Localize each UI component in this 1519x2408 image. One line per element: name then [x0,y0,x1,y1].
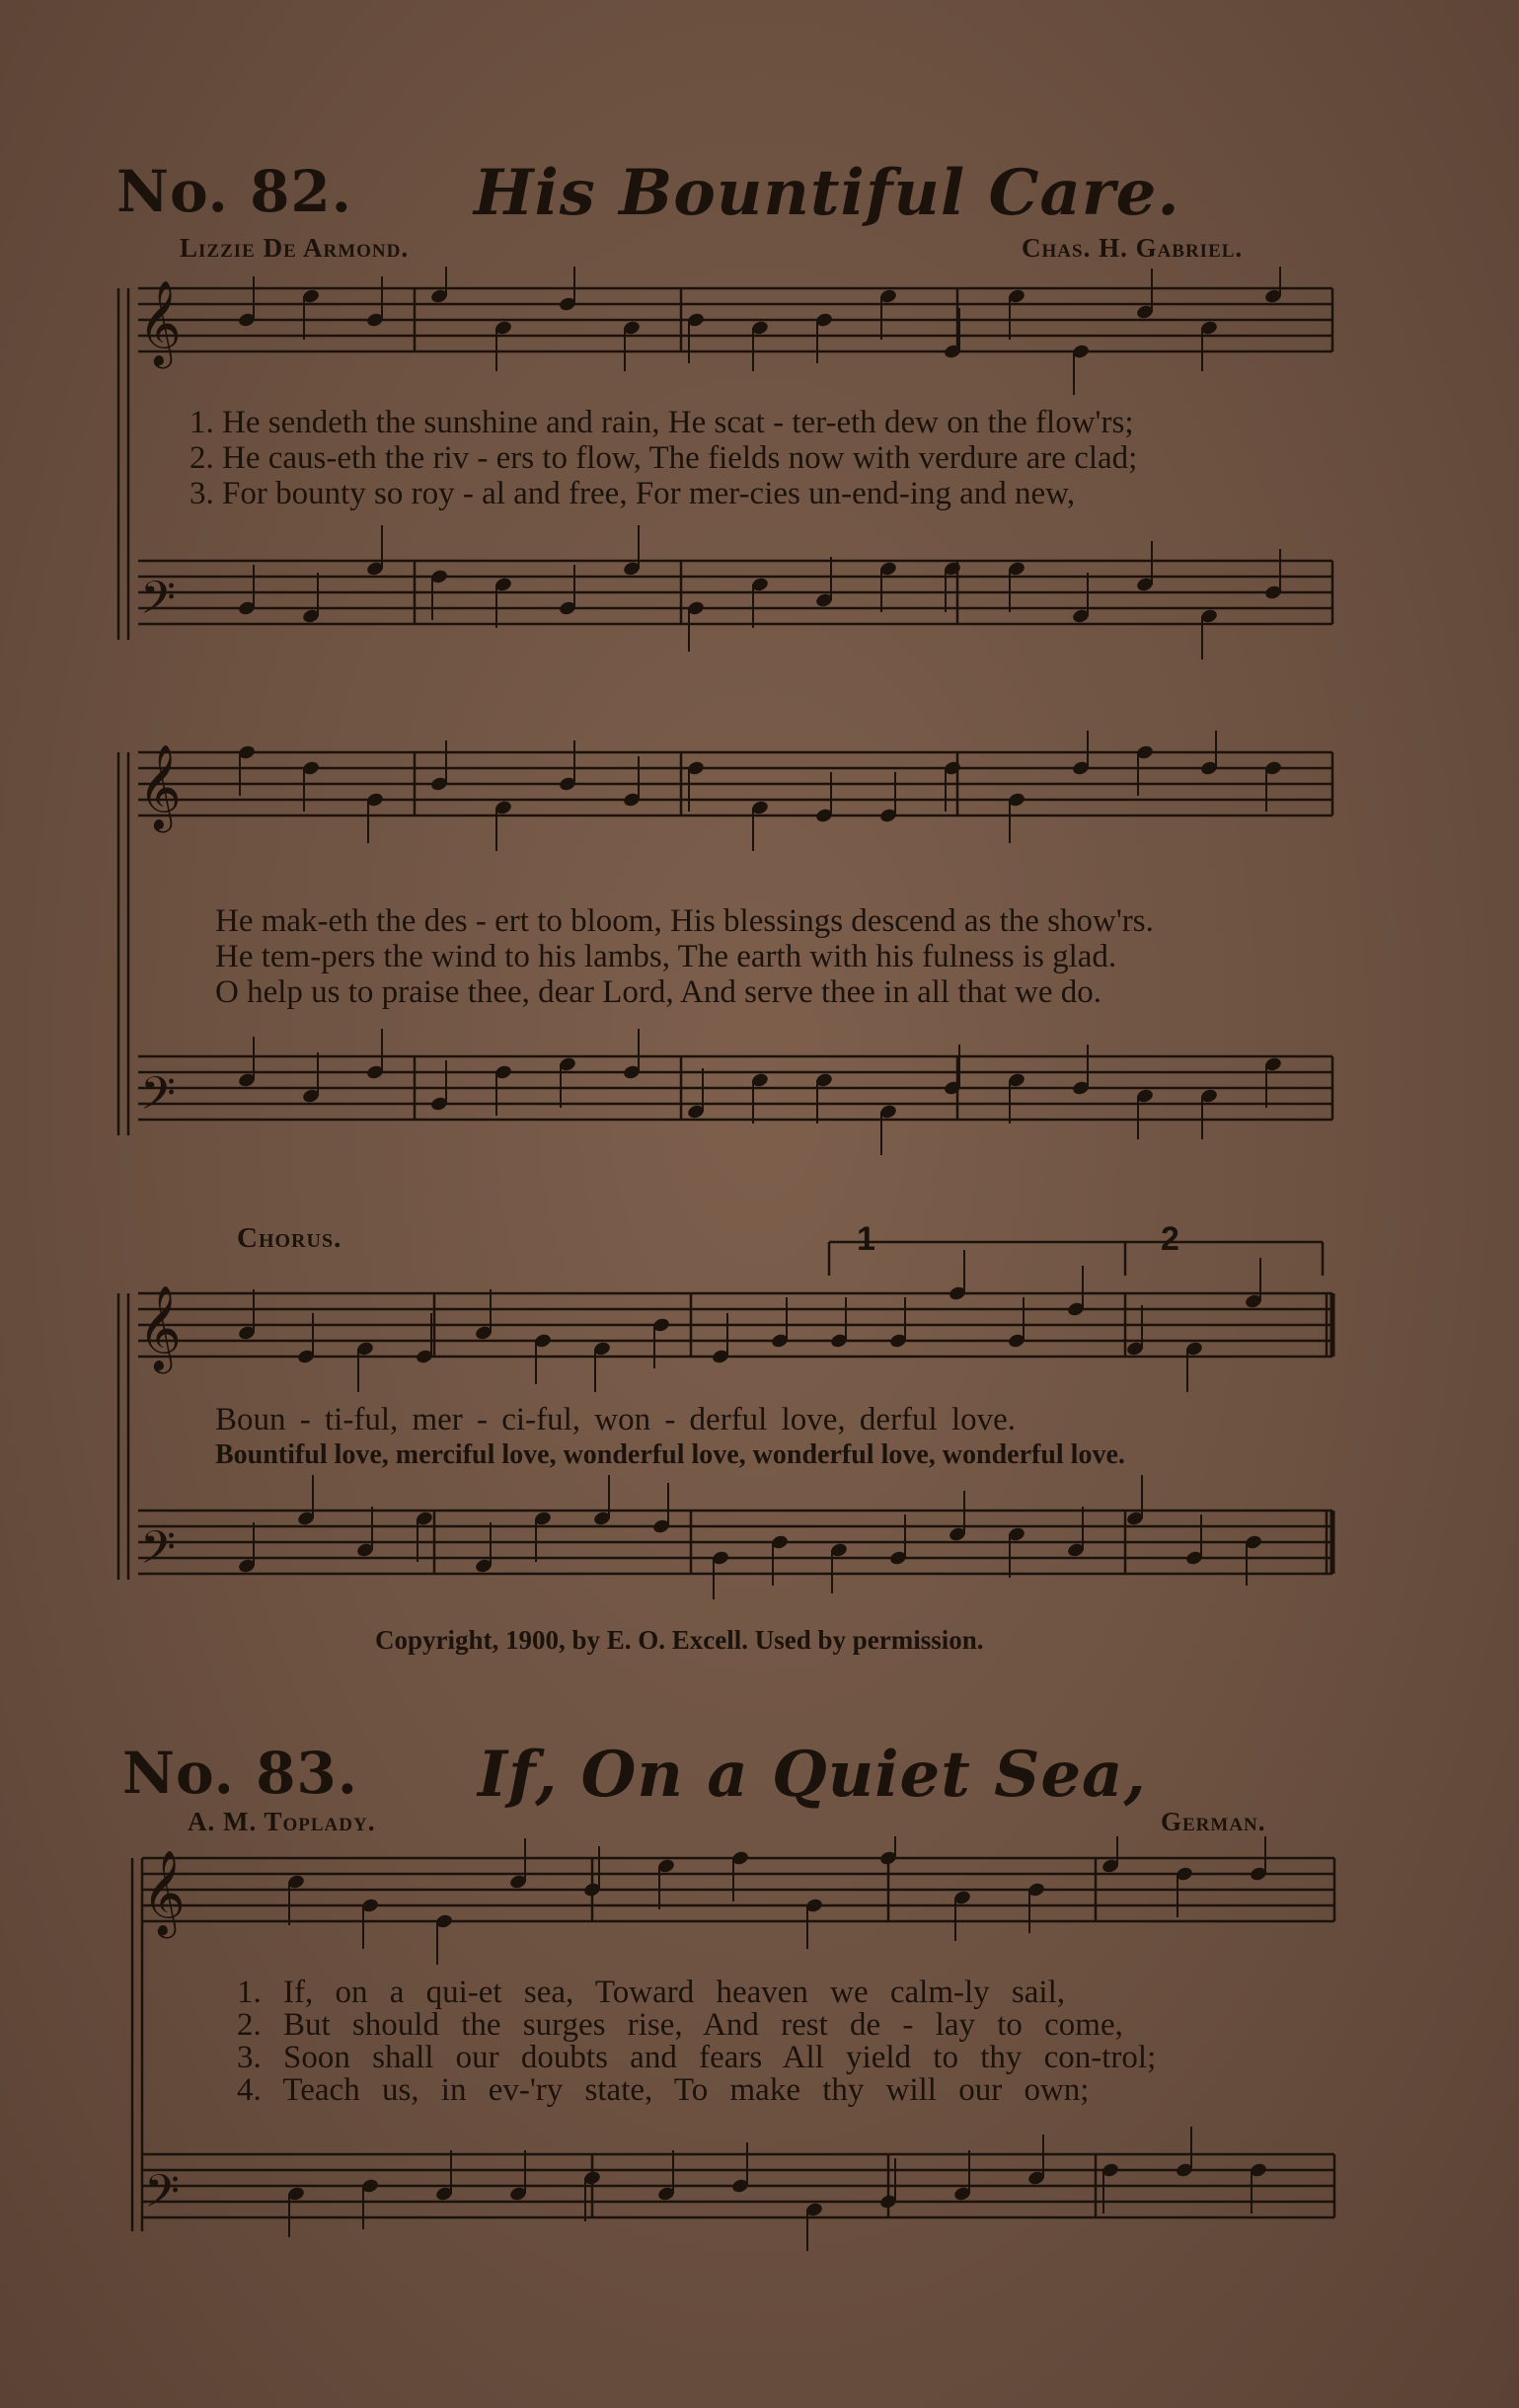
svg-text:𝄞: 𝄞 [142,1850,186,1935]
hymn-83-verse-2: 2. But should the surges rise, And rest de - lay to come, [237,2007,1123,2043]
svg-text:𝄢: 𝄢 [140,1067,177,1131]
chorus-lyric-line-2: Bountiful love, merciful love, wonderful love, wonderful love, wonderful love. [215,1439,1125,1470]
hymn-83-verse-1: 1. If, on a qui-et sea, Toward heaven we calm-ly sail, [237,1975,1065,2010]
hymn-82-title: His Bountiful Care. [474,156,1180,230]
copyright-notice: Copyright, 1900, by E. O. Excell. Used by permission. [375,1625,984,1655]
hymn-82-system-3 [0,1220,1519,1599]
second-ending-label: 2 [1161,1220,1179,1258]
hymn-82-system-1 [0,267,1519,691]
svg-text:𝄞: 𝄞 [138,744,182,829]
svg-text:𝄢: 𝄢 [140,572,177,636]
hymn-83-verse-4: 4. Teach us, in ev-'ry state, To make thy will our own; [237,2072,1090,2108]
verse-3-line-b: O help us to praise thee, dear Lord, And serve thee in all that we do. [215,974,1102,1010]
verse-3-line-a: 3. For bounty so roy - al and free, For mer-cies un-end-ing and new, [190,476,1076,511]
hymn-83-verse-3: 3. Soon shall our doubts and fears All yield to thy con-trol; [237,2040,1157,2075]
hymn-83-system-1 [0,1836,1519,2251]
verse-2-line-a: 2. He caus-eth the riv - ers to flow, The fields now with verdure are clad; [190,440,1138,476]
svg-text:𝄞: 𝄞 [138,280,182,365]
svg-text:𝄢: 𝄢 [144,2165,181,2229]
verse-2-line-b: He tem-pers the wind to his lambs, The earth with his fulness is glad. [215,939,1117,974]
hymn-82-system-2 [0,731,1519,1165]
svg-text:𝄢: 𝄢 [140,1521,177,1586]
first-ending-label: 1 [857,1220,875,1258]
hymn-83-author: A. M. Toplady. [188,1807,376,1836]
chorus-label: Chorus. [237,1222,342,1254]
hymn-83-number: No. 83. [122,1740,358,1807]
verse-1-line-a: 1. He sendeth the sunshine and rain, He scat - ter-eth dew on the flow'rs; [190,405,1134,440]
verse-1-line-b: He mak-eth the des - ert to bloom, His blessings descend as the show'rs. [215,903,1154,939]
hymn-83-composer: German. [1161,1807,1266,1836]
hymn-82-author: Lizzie De Armond. [180,233,410,263]
hymn-83-title: If, On a Quiet Sea, [478,1738,1147,1812]
hymn-82-number: No. 82. [116,158,352,225]
svg-text:𝄞: 𝄞 [138,1285,182,1370]
chorus-lyric-line-1: Boun - ti-ful, mer - ci-ful, won - derful love, derful love. [215,1402,1017,1437]
hymn-82-composer: Chas. H. Gabriel. [1022,233,1244,263]
